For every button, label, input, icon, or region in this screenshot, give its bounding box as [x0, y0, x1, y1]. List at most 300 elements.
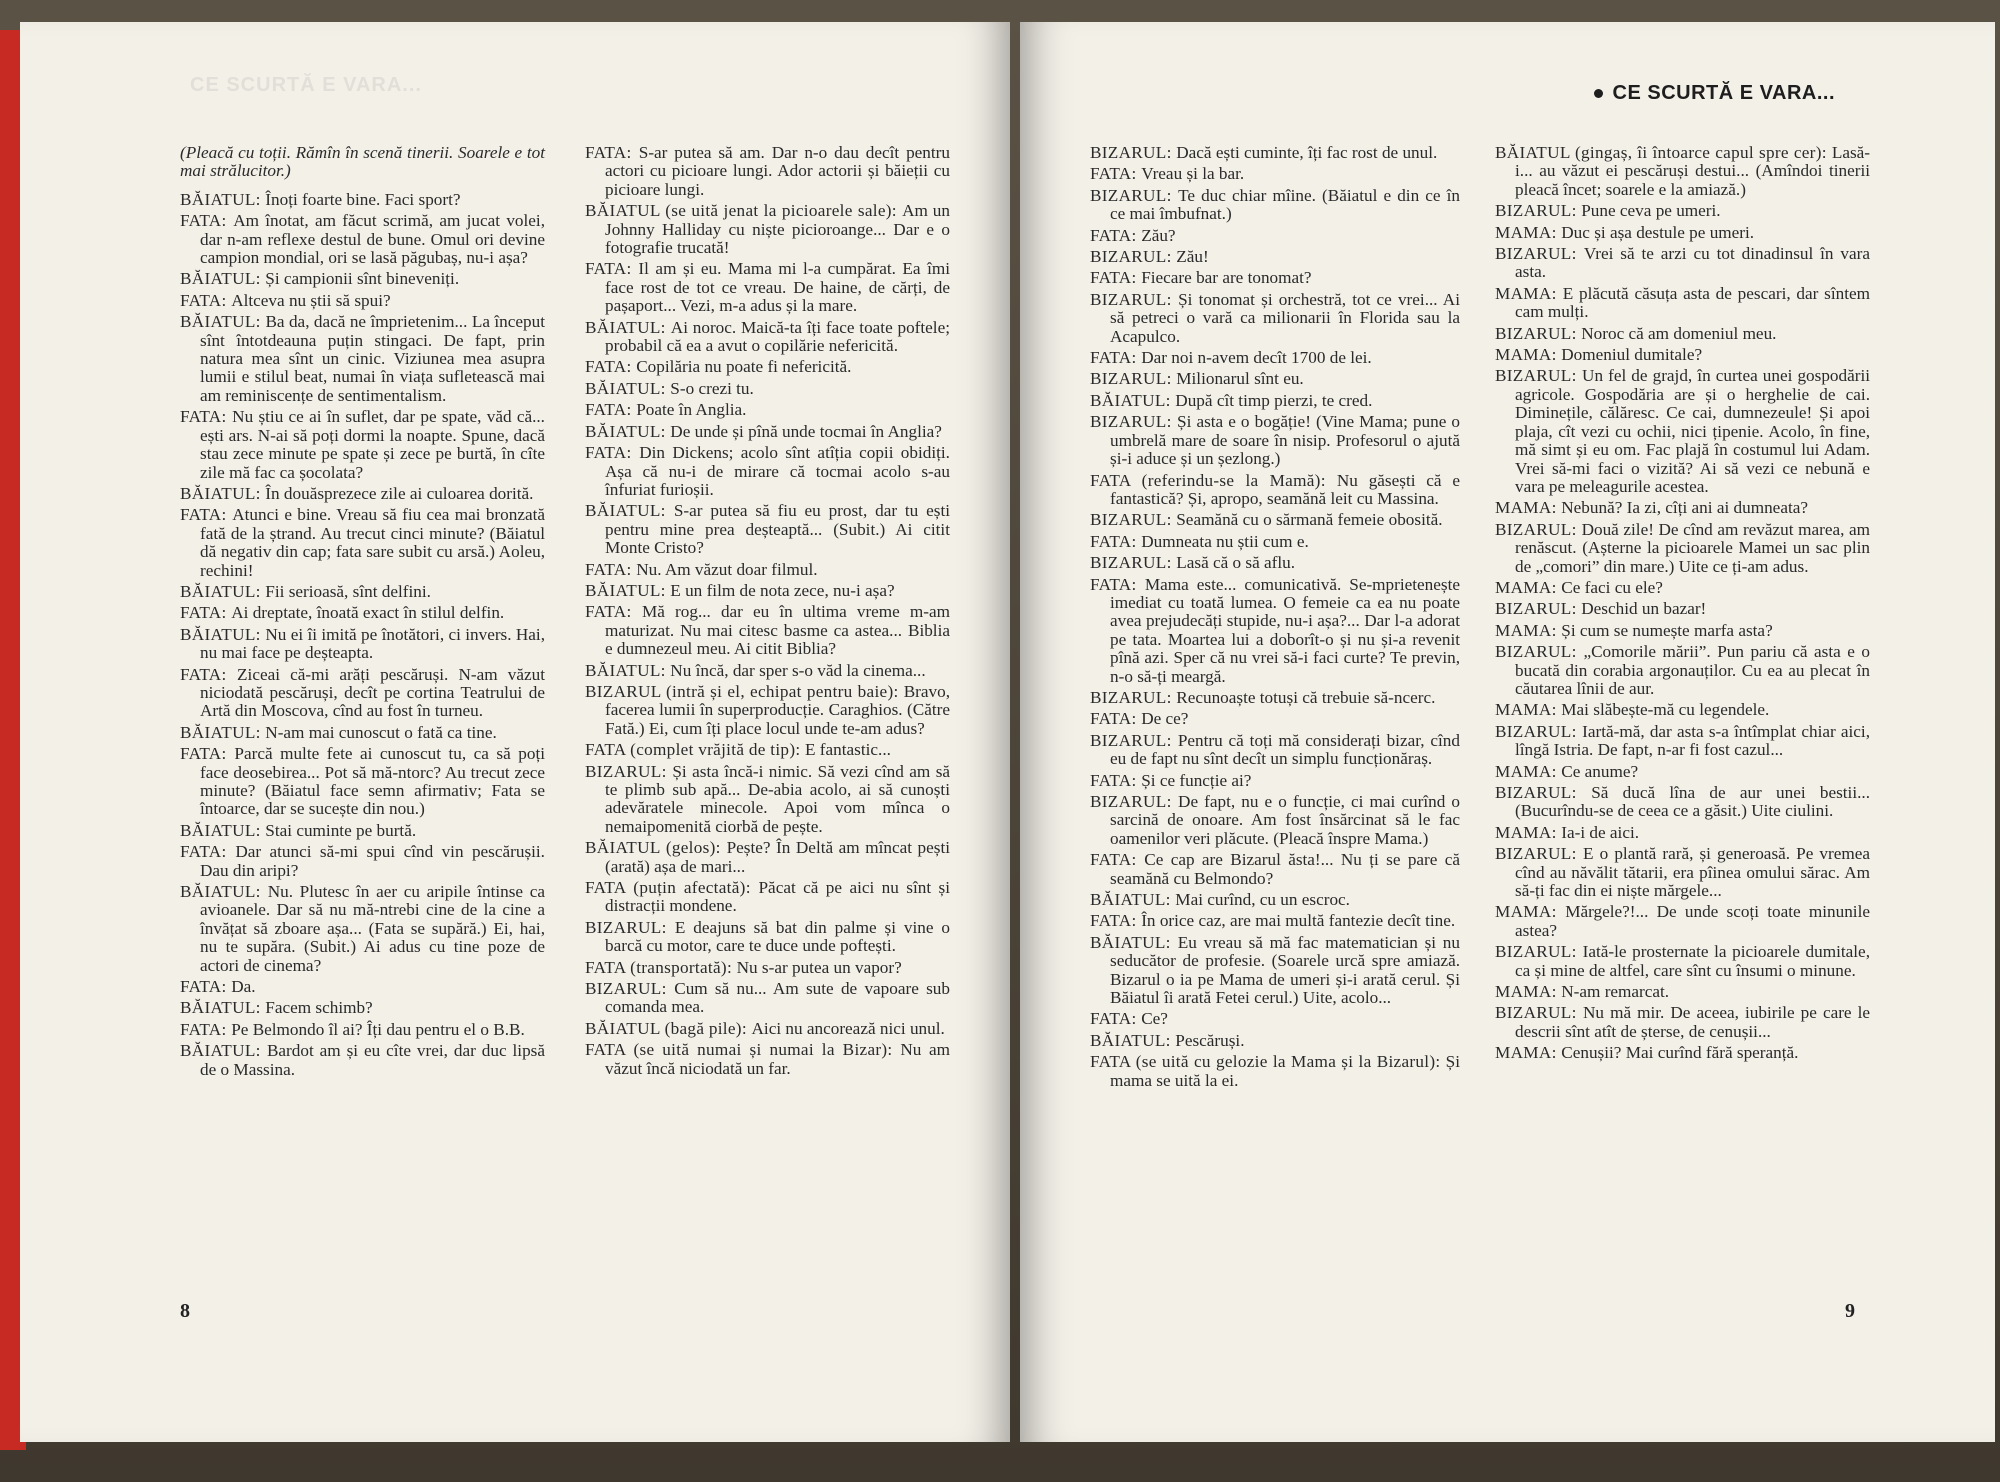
- page-number: 8: [180, 1300, 190, 1322]
- dialogue-line: [1090, 710, 1460, 728]
- dialogue-line: [585, 919, 950, 956]
- speaker-name: FATA:: [1090, 1009, 1142, 1029]
- speaker-name: BIZARUL:: [1090, 185, 1179, 205]
- speaker-name: MAMA:: [1495, 577, 1562, 597]
- line-text: Il am și eu. Mama mi l-a cumpărat. Ea îmi face rost de tot ce vreau. De haine, de cărți, de pașaport... Vezi, m-a adus și la mare.: [605, 259, 950, 316]
- dialogue-line: [1090, 413, 1460, 468]
- dialogue-line: [180, 883, 545, 975]
- line-text: Bravo, facerea lumii în superproducție. Caraghios. (Către Fată.) Ei, cum îți place locul unde te-am adus?: [605, 681, 950, 738]
- speaker-name: BĂIATUL:: [180, 581, 266, 601]
- speaker-name: BIZARUL:: [1495, 599, 1582, 619]
- line-text: Un fel de grajd, în curtea unei gospodării agricole. Gospodăria are și o herghelie de cai. Diminețile, călăresc. Ce cai, dumnezeule! Și apoi plaja, cît vezi cu ochii, nici țipenie. Acolo, în fine, mă simt și eu om. Fac plajă în costumul lui Adam. Vrei să-mi faci o vizită? Ai să vezi ce nebună e vara pe meleagurile acestea.: [1515, 366, 1871, 496]
- dialogue-line: [1090, 772, 1460, 790]
- line-text: Dar atunci să-mi spui cînd vin pescărușii. Dau din aripi?: [200, 842, 545, 880]
- dialogue-line: [1090, 472, 1460, 509]
- line-text: Facem schimb?: [265, 998, 373, 1018]
- speaker-name: FATA:: [180, 407, 233, 427]
- speaker-name: FATA:: [1090, 268, 1142, 288]
- speaker-name: BĂIATUL (gelos):: [585, 838, 727, 858]
- dialogue-line: [180, 604, 545, 622]
- dialogue-line: [1090, 511, 1460, 529]
- speaker-name: FATA:: [180, 603, 232, 623]
- dialogue-line: [585, 202, 950, 257]
- line-text: Să ducă lîna de aur unei bestii... (Bucurîndu-se de ceea ce a găsit.) Uite ciulini.: [1515, 783, 1870, 821]
- dialogue-line: [180, 822, 545, 840]
- speaker-name: BĂIATUL:: [1090, 890, 1176, 910]
- speaker-name: FATA:: [1090, 164, 1142, 184]
- speaker-name: BIZARUL:: [1495, 844, 1584, 864]
- line-text: Recunoaște totuși că trebuie să-ncerc.: [1176, 687, 1436, 707]
- line-text: Ia-i de aici.: [1561, 822, 1640, 842]
- speaker-name: BIZARUL:: [1495, 721, 1583, 741]
- line-text: Pune ceva pe umeri.: [1581, 201, 1721, 221]
- speaker-name: MAMA:: [1495, 620, 1562, 640]
- speaker-name: BIZARUL:: [1090, 730, 1178, 750]
- speaker-name: BĂIATUL:: [180, 1041, 267, 1061]
- ghost-running-header: CE SCURTĂ E VARA...: [190, 74, 422, 96]
- speaker-name: BĂIATUL:: [1090, 932, 1178, 952]
- right-column-1: [1090, 144, 1460, 1093]
- dialogue-line: [1090, 533, 1460, 551]
- speaker-name: FATA:: [180, 211, 234, 231]
- dialogue-line: [1090, 349, 1460, 367]
- dialogue-line: [180, 212, 545, 267]
- line-text: De unde și pînă unde tocmai în Anglia?: [670, 421, 942, 441]
- speaker-name: BIZARUL:: [1090, 510, 1177, 530]
- line-text: Două zile! De cînd am revăzut marea, am renăscut. (Așterne la picioarele Mamei un sac plin de „comori” din mare.) Uite ce ți-am adus.: [1515, 519, 1870, 576]
- line-text: Pe Belmondo îl ai? Îți dau pentru el o B.B.: [231, 1019, 525, 1039]
- dialogue-line: [1495, 1004, 1870, 1041]
- dialogue-line: [180, 1042, 545, 1079]
- speaker-name: BĂIATUL:: [585, 378, 671, 398]
- line-text: După cît timp pierzi, te cred.: [1175, 390, 1373, 410]
- dialogue-line: [180, 999, 545, 1017]
- dialogue-line: [585, 260, 950, 315]
- dialogue-line: [1090, 1010, 1460, 1028]
- bullet-icon: [1594, 89, 1603, 98]
- line-text: Eu vreau să mă fac matematician și nu seducător de profesie. (Soarele urcă spre amiază. Bizarul o ia pe Mama de umeri și-i arată cerul. Și Băiatul îi arată Fetei cerul.) Uite, acolo...: [1110, 932, 1460, 1008]
- dialogue-line: [585, 980, 950, 1017]
- line-text: Păcat că pe aici nu sînt și distracții mondene.: [605, 878, 950, 916]
- dialogue-line: [1495, 943, 1870, 980]
- stage-direction: (Pleacă cu toții. Rămîn în scenă tinerii. Soarele e tot mai strălucitor.): [180, 143, 545, 181]
- dialogue-line: [1090, 1032, 1460, 1050]
- line-text: Ce faci cu ele?: [1561, 577, 1663, 597]
- line-text: Pește? În Deltă am mîncat pești (arată) așa de mari...: [605, 838, 950, 876]
- dialogue-line: [585, 839, 950, 876]
- line-text: S-ar putea să am. Dar n-o dau decît pentru actori cu picioare lungi. Ador actorii și băieții cu picioare lungi.: [605, 143, 950, 199]
- speaker-name: BĂIATUL:: [180, 189, 266, 209]
- line-text: S-ar putea să fiu eu prost, dar tu ești pentru mine prea deșteaptă... (Subit.) Ai citit Monte Cristo?: [605, 501, 950, 558]
- dialogue-line: [1495, 622, 1870, 640]
- speaker-name: MAMA:: [1495, 700, 1562, 720]
- speaker-name: MAMA:: [1495, 222, 1562, 242]
- right-column-2: [1495, 144, 1870, 1066]
- line-text: Ce anume?: [1561, 761, 1639, 781]
- dialogue-line: [180, 506, 545, 580]
- line-text: Am înotat, am făcut scrimă, am jucat volei, dar n-am reflexe destul de bune. Omul ori devine campion mondial, ori se lasă păgubaș, nu-i așa?: [200, 211, 545, 268]
- dialogue-line: [180, 583, 545, 601]
- dialogue-line: [1495, 579, 1870, 597]
- dialogue-line: [1495, 144, 1870, 199]
- line-text: Atunci e bine. Vreau să fiu cea mai bronzată fată de la ștrand. Au trecut cinci minute? (Băiatul dă negativ din cap; fata sare subit cu arsă.) Aoleu, rechini!: [200, 505, 545, 580]
- dialogue-line: [585, 959, 950, 977]
- speaker-name: FATA:: [1090, 850, 1145, 870]
- speaker-name: FATA (referindu-se la Mamă):: [1090, 470, 1337, 490]
- dialogue-line: [1495, 285, 1870, 322]
- left-page: [20, 22, 1010, 1442]
- line-text: Pescăruși.: [1175, 1030, 1245, 1050]
- speaker-name: FATA:: [585, 443, 640, 463]
- line-text: Fii serioasă, sînt delfini.: [265, 581, 431, 601]
- speaker-name: BĂIATUL (gingaș, îi întoarce capul spre cer):: [1495, 143, 1832, 162]
- speaker-name: BIZARUL:: [1495, 783, 1592, 802]
- speaker-name: BĂIATUL:: [180, 624, 266, 644]
- dialogue-line: [180, 724, 545, 742]
- dialogue-line: [1495, 245, 1870, 282]
- dialogue-line: [1090, 269, 1460, 287]
- line-text: Pentru că toți mă considerați bizar, cînd eu de fapt nu sînt decît un simplu funcționăraș.: [1110, 730, 1460, 769]
- speaker-name: FATA:: [1090, 770, 1142, 790]
- line-text: „Comorile mării”. Pun pariu că asta e o bucată din corabia argonauților. Cu ea au plecat în căutarea lînii de aur.: [1515, 642, 1870, 698]
- speaker-name: BĂIATUL:: [1090, 390, 1176, 410]
- speaker-name: FATA:: [1090, 709, 1142, 729]
- speaker-name: FATA:: [180, 290, 232, 310]
- dialogue-line: [1495, 521, 1870, 576]
- dialogue-line: [1090, 248, 1460, 266]
- speaker-name: FATA (se uită numai și numai la Bizar):: [585, 1040, 901, 1060]
- line-text: Și asta e o bogăție! (Vine Mama; pune o umbrelă mare de soare în nisip. Profesorul o ajută și-i aduce și un șezlong.): [1110, 412, 1460, 469]
- line-text: Mai slăbește-mă cu legendele.: [1561, 700, 1770, 720]
- dialogue-line: [1090, 689, 1460, 707]
- speaker-name: FATA:: [585, 259, 639, 279]
- speaker-name: BĂIATUL:: [585, 580, 671, 600]
- line-text: În douăsprezece zile ai culoarea dorită.: [265, 483, 534, 503]
- line-text: Mama este... comunicativă. Se-mprietenește imediat cu toată lumea. O femeie ca ea nu poate avea prejudecăți stupide, nu-i așa?... Dar l-a adorat pe tata. Moartea lui a doborît-o și nu și-a revenit pînă azi. Sper că nu vrei să-i faci curte? Te previn, n-o să-ți meargă.: [1110, 574, 1460, 686]
- line-text: Ce?: [1141, 1009, 1168, 1029]
- dialogue-line: [180, 745, 545, 819]
- speaker-name: FATA:: [180, 744, 235, 764]
- line-text: Seamănă cu o sărmană femeie obosită.: [1176, 510, 1443, 530]
- dialogue-line: [1495, 367, 1870, 496]
- speaker-name: BIZARUL:: [1495, 642, 1584, 662]
- speaker-name: BIZARUL:: [1495, 323, 1582, 343]
- speaker-name: BĂIATUL:: [180, 820, 266, 840]
- line-text: Și tonomat și orchestră, tot ce vrei... Ai să petreci o vară ca milionarii în Florida sau la Acapulco.: [1110, 289, 1460, 346]
- line-text: De fapt, nu e o funcție, ci mai curînd o sarcină de onoare. Am fost însărcinat să le fac oamenilor veri plăcute. (Pleacă înspre Mama.): [1110, 792, 1460, 848]
- line-text: N-am remarcat.: [1561, 982, 1670, 1002]
- dialogue-line: [180, 1021, 545, 1039]
- speaker-name: BIZARUL:: [1495, 1003, 1584, 1023]
- speaker-name: BIZARUL:: [1090, 687, 1177, 707]
- line-text: Nebună? Ia zi, cîți ani ai dumneata?: [1561, 498, 1808, 518]
- speaker-name: MAMA:: [1495, 498, 1562, 518]
- dialogue-line: [1495, 202, 1870, 220]
- dialogue-line: [180, 313, 545, 405]
- speaker-name: BIZARUL:: [1495, 201, 1582, 221]
- speaker-name: MAMA:: [1495, 1043, 1562, 1063]
- speaker-name: BĂIATUL:: [1090, 1030, 1176, 1050]
- speaker-name: MAMA:: [1495, 283, 1563, 303]
- line-text: E deajuns să bat din palme și vine o barcă cu motor, care te duce unde poftești.: [605, 917, 950, 956]
- dialogue-line: [1495, 763, 1870, 781]
- line-text: Am un Johnny Halliday cu niște picioroange... Dar e o fotografie trucată!: [605, 201, 950, 258]
- dialogue-line: [1495, 224, 1870, 242]
- speaker-name: BIZARUL:: [1090, 553, 1177, 573]
- line-text: Mărgele?!... De unde scoți toate minunile astea?: [1515, 902, 1870, 940]
- speaker-name: BĂIATUL:: [180, 882, 268, 902]
- speaker-name: FATA (se uită cu gelozie la Mama și la Bizarul):: [1090, 1052, 1446, 1072]
- line-text: Nu știu ce ai în suflet, dar pe spate, văd că... ești ars. N-ai să poți dormi la noapte. Spune, dacă stau zece minute pe spate și zece pe burtă, în cîte zile mă fac ca șocolata?: [200, 407, 545, 482]
- speaker-name: FATA:: [1090, 225, 1142, 245]
- speaker-name: FATA:: [1090, 531, 1142, 551]
- line-text: De ce?: [1141, 709, 1189, 729]
- dialogue-line: [585, 401, 950, 419]
- line-text: Din Dickens; acolo sînt atîția copii obidiți. Așa că nu-i de mirare că tocmai acolo s-au înfuriat furioșii.: [605, 443, 950, 499]
- dialogue-line: [1090, 392, 1460, 410]
- line-text: Înoți foarte bine. Faci sport?: [265, 189, 461, 209]
- line-text: E o plantă rară, și generoasă. Pe vremea cînd au năvălit tătarii, era pîinea omului sărac. Am să-ți fac din ei niște mărgele...: [1515, 844, 1870, 901]
- dialogue-line: [1090, 912, 1460, 930]
- line-text: Altceva nu știi să spui?: [231, 290, 391, 310]
- line-text: Și asta încă-i nimic. Să vezi cînd am să te plimb sub apă... De-abia acolo, ai să cunoști adevăratele minecole. Apoi vom mînca o nemaipomenită ciorbă de pește.: [605, 761, 951, 836]
- speaker-name: BIZARUL:: [1495, 519, 1582, 539]
- speaker-name: FATA:: [180, 842, 236, 862]
- line-text: Ba da, dacă ne împrietenim... La început sînt întotdeauna puțin stingaci. De fapt, prin natura mea sînt un cinic. Viziunea mea asupra lumii e stilul beat, numai în viața sufletească mai am reminiscențe de sentimentalism.: [200, 312, 545, 405]
- running-header: [1594, 82, 1835, 105]
- line-text: Și ce funcție ai?: [1141, 770, 1252, 790]
- line-text: E fantastic...: [805, 740, 891, 760]
- dialogue-line: [585, 423, 950, 441]
- dialogue-line: [1495, 325, 1870, 343]
- speaker-name: FATA:: [1090, 348, 1142, 368]
- speaker-name: BIZARUL:: [1090, 247, 1177, 267]
- line-text: Mai curînd, cu un escroc.: [1175, 890, 1350, 910]
- dialogue-line: [585, 662, 950, 680]
- line-text: Copilăria nu poate fi nefericită.: [636, 357, 852, 377]
- line-text: Te duc chiar mîine. (Băiatul e din ce în ce mai îmbufnat.): [1110, 185, 1460, 224]
- speaker-name: BĂIATUL:: [585, 660, 671, 680]
- speaker-name: BĂIATUL:: [585, 317, 671, 337]
- dialogue-line: [1090, 370, 1460, 388]
- line-text: În orice caz, are mai multă fantezie decît tine.: [1141, 911, 1456, 931]
- line-text: Lasă că o să aflu.: [1176, 553, 1296, 573]
- dialogue-line: [180, 292, 545, 310]
- dialogue-line: [1495, 701, 1870, 719]
- speaker-name: MAMA:: [1495, 902, 1566, 922]
- dialogue-line: [585, 502, 950, 557]
- speaker-name: FATA:: [585, 559, 637, 579]
- dialogue-line: [585, 582, 950, 600]
- speaker-name: FATA:: [1090, 911, 1142, 931]
- dialogue-line: [1090, 891, 1460, 909]
- dialogue-line: [585, 444, 950, 499]
- dialogue-line: [1090, 576, 1460, 686]
- line-text: Zău?: [1141, 225, 1176, 245]
- speaker-name: FATA (complet vrăjită de tip):: [585, 740, 806, 760]
- speaker-name: BĂIATUL (bagă pile):: [585, 1018, 752, 1038]
- speaker-name: FATA:: [180, 977, 232, 997]
- speaker-name: BIZARUL (intră și el, echipat pentru baie):: [585, 681, 904, 701]
- line-text: S-o crezi tu.: [670, 378, 754, 398]
- line-text: Fiecare bar are tonomat?: [1141, 268, 1312, 288]
- dialogue-line: [1090, 165, 1460, 183]
- speaker-name: BIZARUL:: [1090, 143, 1177, 162]
- speaker-name: FATA:: [1090, 574, 1145, 594]
- dialogue-line: [180, 978, 545, 996]
- line-text: Dar noi n-avem decît 1700 de lei.: [1141, 348, 1372, 368]
- dialogue-line: [1495, 600, 1870, 618]
- line-text: Ai dreptate, înoată exact în stilul delfin.: [231, 603, 505, 623]
- line-text: Zău!: [1176, 247, 1209, 267]
- line-text: Nu ei îi imită pe înotători, ci invers. Hai, nu mai face pe deșteapta.: [200, 624, 545, 663]
- dialogue-line: [1090, 554, 1460, 572]
- speaker-name: MAMA:: [1495, 822, 1562, 842]
- left-column-2: [585, 144, 950, 1081]
- speaker-name: BIZARUL:: [585, 761, 673, 781]
- line-text: Și mama se uită la ei.: [1110, 1052, 1460, 1090]
- line-text: Vreau și la bar.: [1141, 164, 1245, 184]
- speaker-name: FATA (transportată):: [585, 957, 737, 977]
- dialogue-line: [1495, 784, 1870, 821]
- line-text: Aici nu ancorează nici unul.: [751, 1018, 945, 1038]
- line-text: Dacă ești cuminte, îți fac rost de unul.: [1176, 143, 1438, 162]
- line-text: Milionarul sînt eu.: [1176, 369, 1304, 389]
- dialogue-line: [585, 683, 950, 738]
- line-text: E plăcută căsuța asta de pescari, dar sîntem cam mulți.: [1515, 283, 1870, 322]
- dialogue-line: [1090, 934, 1460, 1008]
- speaker-name: FATA:: [180, 1019, 232, 1039]
- dialogue-line: [1495, 845, 1870, 900]
- running-header-text: CE SCURTĂ E VARA...: [1612, 82, 1835, 104]
- speaker-name: BĂIATUL:: [180, 722, 266, 742]
- line-text: Vrei să te arzi cu tot dinadinsul în vara asta.: [1515, 244, 1871, 282]
- dialogue-line: [1090, 291, 1460, 346]
- dialogue-line: [1495, 824, 1870, 842]
- line-text: Și cum se numește marfa asta?: [1561, 620, 1773, 640]
- line-text: Nu. Am văzut doar filmul.: [636, 559, 818, 579]
- dialogue-line: [585, 319, 950, 356]
- line-text: Cum să nu... Am sute de vapoare sub comanda mea.: [605, 979, 950, 1017]
- dialogue-line: [1090, 187, 1460, 224]
- speaker-name: FATA:: [585, 602, 643, 622]
- dialogue-line: [1090, 793, 1460, 848]
- line-text: Domeniul dumitale?: [1561, 345, 1703, 365]
- line-text: Stai cuminte pe burtă.: [265, 820, 417, 840]
- line-text: Mă rog... dar eu în ultima vreme m-am maturizat. Nu mai citesc basme ca astea... Biblia e dumnezeul meu. Ai citit Biblia?: [605, 602, 950, 659]
- dialogue-line: [180, 666, 545, 721]
- line-text: Deschid un bazar!: [1581, 599, 1707, 619]
- speaker-name: BIZARUL:: [1495, 244, 1584, 264]
- dialogue-line: [1495, 903, 1870, 940]
- line-text: Cenușii? Mai curînd fără speranță.: [1561, 1043, 1799, 1063]
- line-text: Nu s-ar putea un vapor?: [736, 957, 902, 977]
- line-text: Nu găsești că e fantastică? Și, apropo, seamănă leit cu Massina.: [1110, 470, 1460, 508]
- dialogue-line: [1090, 851, 1460, 888]
- dialogue-line: [1495, 643, 1870, 698]
- dialogue-line: [180, 270, 545, 288]
- dialogue-line: [1090, 1053, 1460, 1090]
- speaker-name: BĂIATUL:: [180, 269, 266, 289]
- dialogue-line: [585, 879, 950, 916]
- dialogue-line: [585, 1020, 950, 1038]
- speaker-name: FATA:: [180, 505, 233, 525]
- speaker-name: BIZARUL:: [585, 979, 675, 999]
- speaker-name: BIZARUL:: [1090, 289, 1179, 309]
- left-column-1: [180, 144, 545, 1082]
- dialogue-line: [1495, 499, 1870, 517]
- line-text: Poate în Anglia.: [636, 400, 747, 420]
- line-text: Ziceai că-mi arăți pescăruși. N-am văzut niciodată pescăruși, decît pe cortina Teatrului de Artă din Moscova, cînd au fost în turneu.: [200, 664, 545, 721]
- line-text: Parcă multe fete ai cunoscut tu, ca să poți face deosebirea... Pot să mă-ntorc? Au trecut zece minute? (Băiatul face semn afirmativ; Fata se întoarce, dar se sucește din nou.): [200, 744, 545, 819]
- speaker-name: BĂIATUL:: [180, 312, 266, 332]
- speaker-name: MAMA:: [1495, 761, 1562, 781]
- dialogue-line: [585, 603, 950, 658]
- speaker-name: MAMA:: [1495, 345, 1562, 365]
- speaker-name: BĂIATUL (se uită jenat la picioarele sale):: [585, 201, 903, 221]
- line-text: E un film de nota zece, nu-i așa?: [670, 580, 895, 600]
- line-text: Iată-le prosternate la picioarele dumitale, ca și mine de altfel, care sînt cu însumi o minune.: [1515, 942, 1870, 980]
- dialogue-line: [1495, 346, 1870, 364]
- line-text: Ce cap are Bizarul ăsta!... Nu ți se pare că seamănă cu Belmondo?: [1110, 850, 1460, 888]
- speaker-name: FATA:: [585, 143, 639, 162]
- dialogue-line: [585, 144, 950, 199]
- line-text: Ai noroc. Maică-ta îți face toate poftele; probabil că ea a avut o copilărie nefericită.: [605, 317, 950, 356]
- line-text: Dumneata nu știi cum e.: [1141, 531, 1309, 551]
- speaker-name: FATA (puțin afectată):: [585, 878, 759, 898]
- speaker-name: BIZARUL:: [1090, 369, 1177, 389]
- speaker-name: FATA:: [585, 400, 637, 420]
- speaker-name: BĂIATUL:: [180, 483, 266, 503]
- speaker-name: BIZARUL:: [1495, 366, 1583, 386]
- dialogue-line: [585, 561, 950, 579]
- dialogue-line: [180, 843, 545, 880]
- line-text: Iartă-mă, dar asta s-a întîmplat chiar aici, lîngă Istria. De fapt, n-ar fi fost cazul...: [1515, 721, 1870, 760]
- speaker-name: BĂIATUL:: [180, 998, 266, 1018]
- line-text: N-am mai cunoscut o fată ca tine.: [265, 722, 497, 742]
- dialogue-line: [585, 1041, 950, 1078]
- dialogue-line: [180, 485, 545, 503]
- line-text: Nu mă mir. De aceea, iubirile pe care le descrii sînt atît de șterse, de cenușii...: [1515, 1003, 1871, 1041]
- speaker-name: BIZARUL:: [1090, 412, 1178, 432]
- dialogue-line: [585, 741, 950, 759]
- page-number: 9: [1845, 1300, 1855, 1322]
- speaker-name: BIZARUL:: [585, 917, 675, 937]
- dialogue-line: [1495, 983, 1870, 1001]
- dialogue-line: [1090, 227, 1460, 245]
- line-text: Și campionii sînt bineveniți.: [265, 269, 460, 289]
- speaker-name: BĂIATUL:: [585, 421, 671, 441]
- speaker-name: FATA:: [180, 664, 238, 684]
- right-page: [1020, 22, 1995, 1442]
- speaker-name: FATA:: [585, 357, 637, 377]
- dialogue-line: [585, 380, 950, 398]
- line-text: Bardot am și eu cîte vrei, dar duc lipsă de o Massina.: [200, 1041, 545, 1079]
- speaker-name: BIZARUL:: [1090, 792, 1179, 811]
- dialogue-line: [585, 358, 950, 376]
- dialogue-line: [1495, 723, 1870, 760]
- line-text: Duc și așa destule pe umeri.: [1561, 222, 1755, 242]
- dialogue-line: [1090, 144, 1460, 162]
- dialogue-line: [1495, 1044, 1870, 1062]
- dialogue-line: [180, 408, 545, 482]
- dialogue-line: [180, 626, 545, 663]
- dialogue-line: [585, 763, 950, 837]
- line-text: Lasă-i... au văzut ei pescăruși destui... (Amîndoi tinerii pleacă încet; soarele e la amiază.): [1515, 143, 1870, 199]
- speaker-name: MAMA:: [1495, 982, 1562, 1002]
- speaker-name: BĂIATUL:: [585, 501, 674, 521]
- dialogue-line: [1090, 732, 1460, 769]
